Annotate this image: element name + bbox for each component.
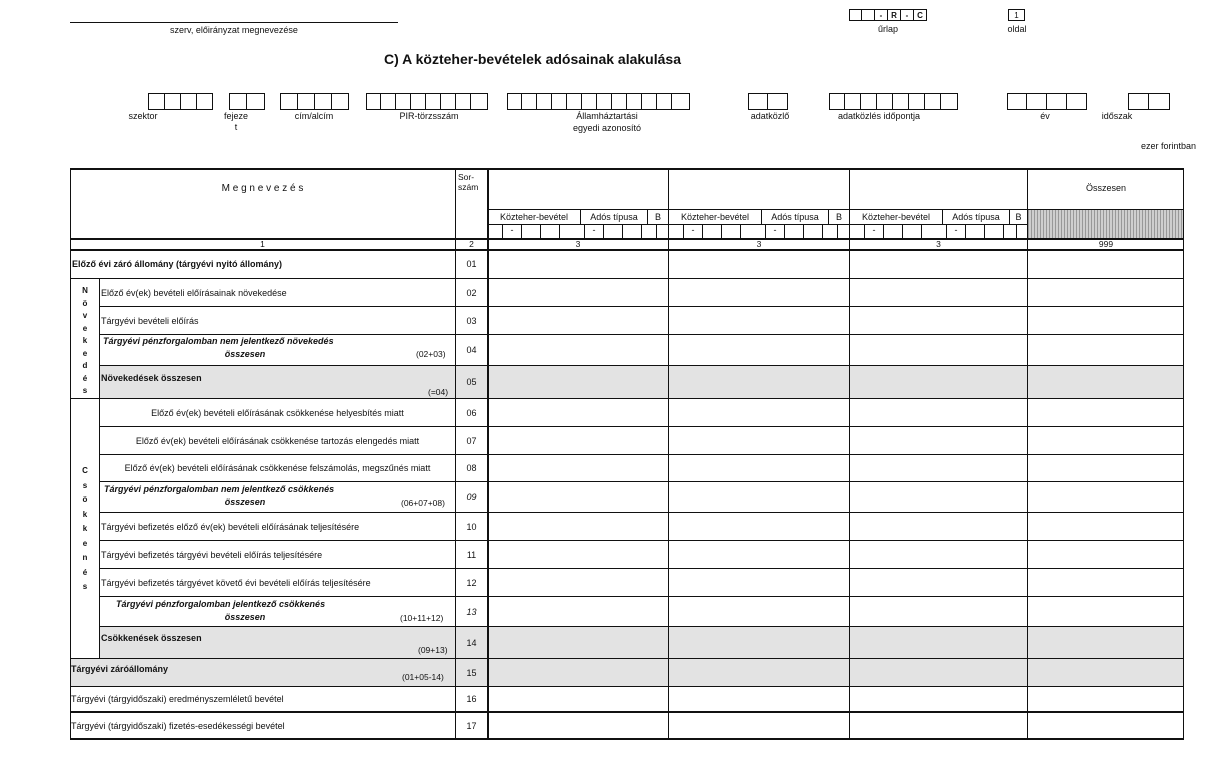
row-label-02: Előző év(ek) bevételi előírásainak növekedése: [101, 287, 287, 298]
row-sor-11: 11: [466, 549, 477, 560]
col-header-megnevezes: M e g n e v e z é s: [221, 182, 304, 194]
row-label-07: Előző év(ek) bevételi előírásának csökkenése tartozás elengedés miatt: [135, 435, 420, 446]
sub-header-b-1: B: [654, 212, 661, 222]
sub-header-kozteher-1: Közteher-bevétel: [488, 210, 581, 224]
code-cells-2[interactable]: - -: [669, 225, 849, 238]
adatkozlo-label: adatközlő: [750, 111, 790, 121]
urlap-label: űrlap: [877, 24, 898, 34]
sub-header-kozteher-3: Közteher-bevétel: [850, 210, 943, 224]
row-sor-13: 13: [466, 606, 477, 617]
aht-label-2: egyedi azonosító: [572, 123, 642, 133]
row-label-11: Tárgyévi befizetés tárgyévi bevételi előírás teljesítésére: [101, 549, 323, 560]
row-label-03: Tárgyévi bevételi előírás: [101, 315, 199, 326]
row-sor-12: 12: [466, 577, 477, 588]
row-sor-15: 15: [466, 667, 477, 678]
row-sor-17: 17: [466, 720, 477, 731]
row-label-14: Csökkenések összesen: [101, 633, 202, 643]
row-sor-06: 06: [466, 407, 477, 418]
sub-header-adostipus-2: Adós típusa: [762, 210, 829, 224]
idopont-label: adatközlés időpontja: [837, 111, 921, 121]
col-num-2: 2: [469, 239, 474, 249]
col-header-sorszam: Sor- szám: [458, 172, 479, 192]
row-label-16: Tárgyévi (tárgyidőszaki) eredményszemléletű bevétel: [71, 694, 284, 704]
row-sor-08: 08: [466, 463, 477, 473]
sub-header-adostipus-3: Adós típusa: [943, 210, 1010, 224]
row-sor-10: 10: [466, 521, 477, 532]
row-sor-05: 05: [466, 377, 477, 387]
sub-header-kozteher-2: Közteher-bevétel: [669, 210, 762, 224]
ev-label: év: [1040, 111, 1050, 121]
osszesen-hatch: [1028, 210, 1184, 239]
col-num-1: 1: [260, 239, 265, 249]
fejezet-boxes[interactable]: [229, 93, 265, 110]
ev-boxes[interactable]: [1007, 93, 1087, 110]
row-sor-16: 16: [466, 694, 477, 704]
code-cells-1[interactable]: - -: [488, 225, 668, 238]
row-formula-09: (06+07+08): [401, 498, 445, 508]
row-sor-03: 03: [466, 315, 477, 326]
cim-boxes[interactable]: [280, 93, 349, 110]
row-formula-14: (09+13): [418, 645, 448, 655]
szektor-label: szektor: [128, 111, 158, 121]
group-label-novekedes: N ö v e k e d é s: [82, 286, 88, 395]
fejezet-label: fejeze t: [223, 111, 249, 132]
col-num-3b: 3: [756, 239, 762, 249]
code-cells-3[interactable]: - -: [850, 225, 1027, 238]
oldal-box: 1: [1008, 9, 1025, 21]
debtor-table: [70, 168, 1184, 740]
unit-label: ezer forintban: [1140, 141, 1196, 151]
row-label-12: Tárgyévi befizetés tárgyévet követő évi bevételi előírás teljesítésére: [101, 577, 371, 588]
row-sor-04: 04: [466, 345, 477, 355]
row-sor-01: 01: [466, 259, 477, 269]
row-label-17: Tárgyévi (tárgyidőszaki) fizetés-esedékességi bevétel: [71, 720, 285, 731]
org-name-line: [70, 22, 398, 23]
sub-header-adostipus-1: Adós típusa: [581, 210, 648, 224]
col-num-3c: 3: [936, 239, 941, 249]
col-header-osszesen: Összesen: [1085, 183, 1127, 193]
aht-label: Államháztartási: [576, 111, 638, 121]
cim-label: cím/alcím: [294, 111, 334, 121]
row-label2-13: összesen: [224, 612, 266, 622]
row-label-08: Előző év(ek) bevételi előírásának csökkenése felszámolás, megszűnés miatt: [124, 463, 431, 473]
row-label-10: Tárgyévi befizetés előző év(ek) bevételi előírásának teljesítésére: [101, 521, 360, 532]
szektor-boxes[interactable]: [148, 93, 213, 110]
row-label2-09: összesen: [224, 497, 266, 507]
row-label-05: Növekedések összesen: [101, 373, 202, 383]
row-sor-02: 02: [466, 287, 477, 298]
row-label-09: Tárgyévi pénzforgalomban nem jelentkező csökkenés: [104, 483, 335, 494]
row-label-06: Előző év(ek) bevételi előírásának csökkenése helyesbítés miatt: [151, 407, 404, 418]
row-label-04: Tárgyévi pénzforgalomban nem jelentkező növekedés: [103, 336, 334, 346]
row-formula-05: (=04): [428, 387, 449, 397]
row-formula-13: (10+11+12): [400, 613, 444, 623]
pir-boxes[interactable]: [366, 93, 488, 110]
row-formula-04: (02+03): [416, 349, 446, 359]
row-label-13: Tárgyévi pénzforgalomban jelentkező csökkenés: [116, 598, 326, 609]
idopont-boxes[interactable]: [829, 93, 958, 110]
row-sor-09: 09: [466, 492, 477, 502]
idoszak-boxes[interactable]: [1128, 93, 1170, 110]
idoszak-label: időszak: [1101, 111, 1133, 121]
row-label-01: Előző évi záró állomány (tárgyévi nyitó állomány): [72, 259, 283, 269]
row-formula-15: (01+05-14): [402, 672, 444, 682]
page-title: C) A közteher-bevételek adósainak alakulása: [384, 51, 681, 67]
row-sor-14: 14: [466, 637, 477, 648]
urlap-code-boxes: - R - C: [849, 9, 927, 21]
row-sor-07: 07: [466, 435, 477, 446]
aht-boxes[interactable]: [507, 93, 690, 110]
row-label2-04: összesen: [224, 349, 266, 359]
sub-header-b-3: B: [1015, 212, 1022, 222]
adatkozlo-boxes[interactable]: [748, 93, 788, 110]
group-label-csokkenes: C s ö k k e n é s: [82, 466, 88, 591]
oldal-label: oldal: [1007, 24, 1027, 34]
sub-header-b-2: B: [835, 212, 842, 222]
row-label-15: Tárgyévi záróállomány: [71, 664, 169, 674]
col-num-999: 999: [1098, 239, 1114, 249]
col-num-3a: 3: [575, 239, 581, 249]
org-name-label: szerv, előirányzat megnevezése: [170, 25, 298, 35]
pir-label: PIR-törzsszám: [399, 111, 459, 121]
